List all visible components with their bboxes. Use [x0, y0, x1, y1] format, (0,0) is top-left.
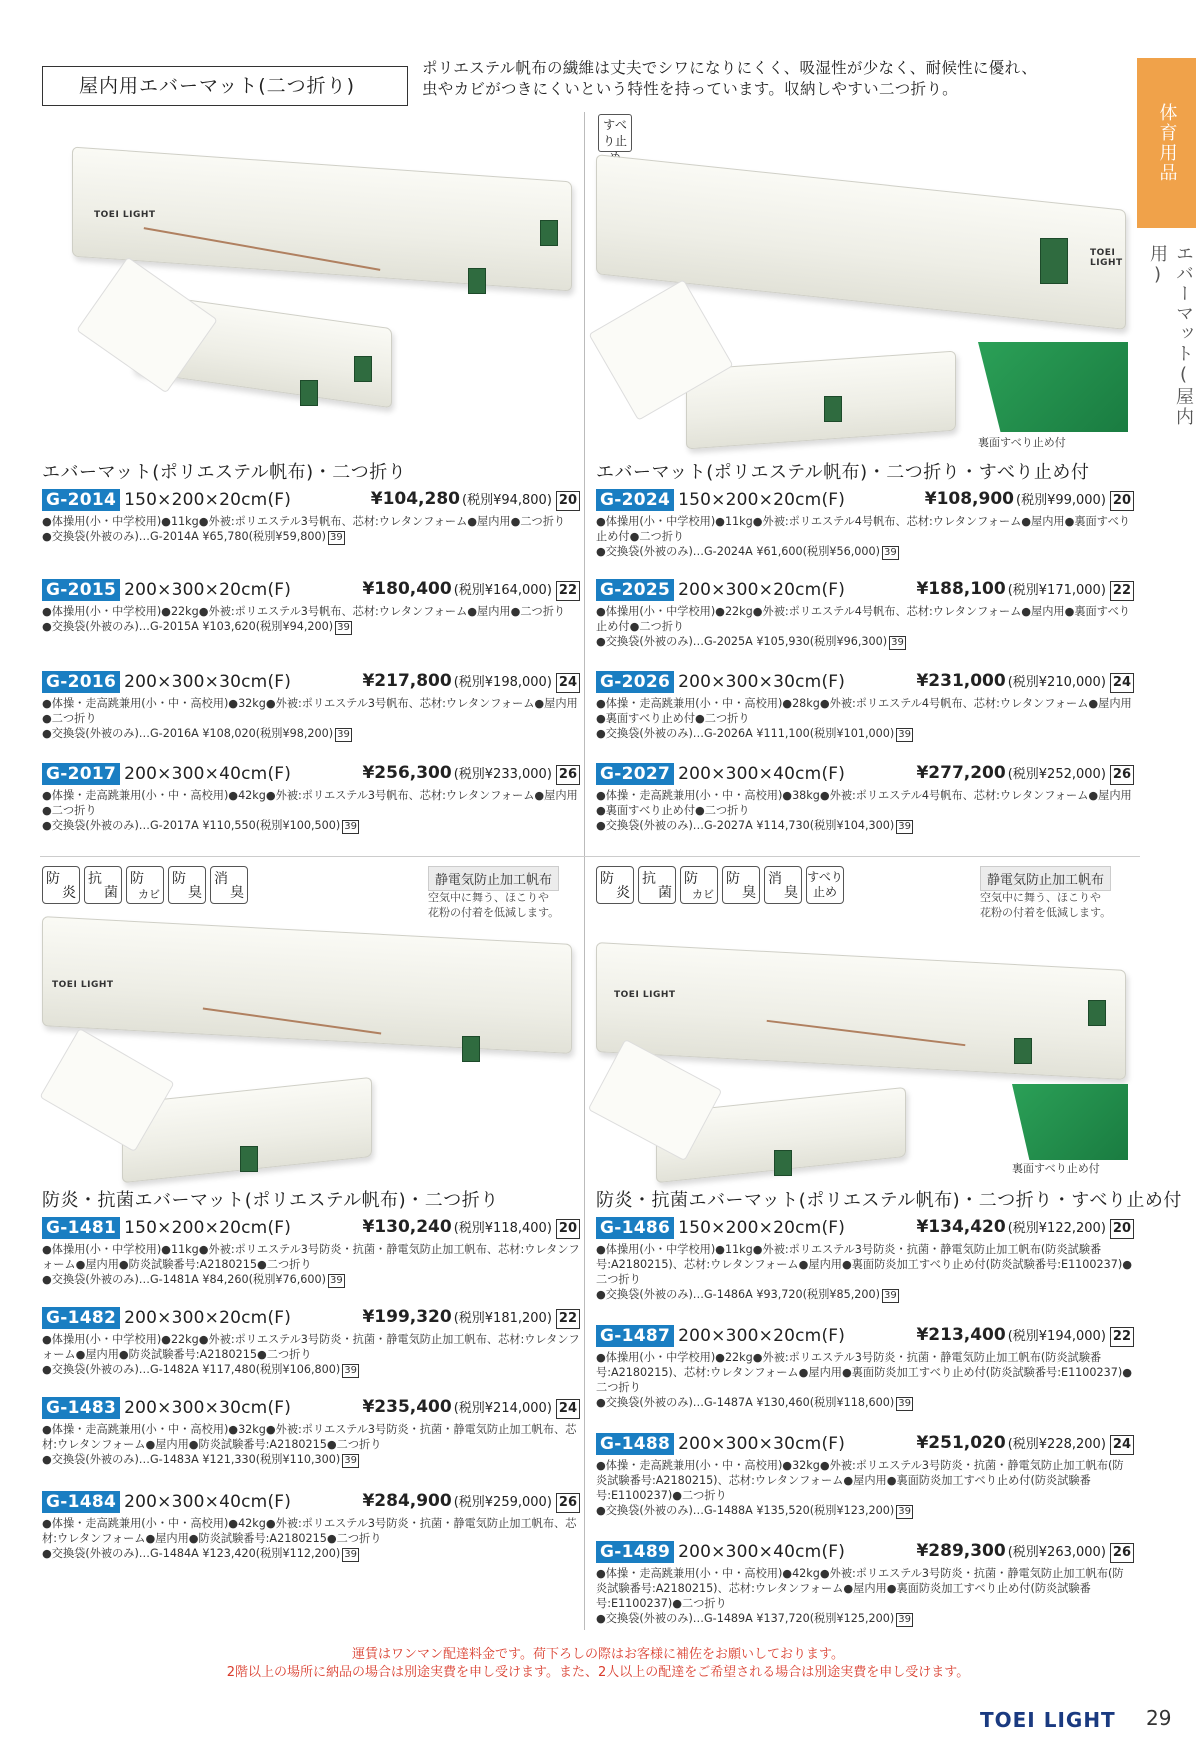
replacement-page-ref[interactable]: 39	[891, 637, 904, 648]
product-code: G-1489	[596, 1541, 674, 1563]
shipping-note-line-2: 2階以上の場所に納品の場合は別途実費を申し受けます。また、2人以上の配達をご希望される場合は別途実費を申し受けます。	[226, 1665, 970, 1680]
product-description: ●体操・走高跳兼用(小・中・高校用)●32kg●外被:ポリエステル3号帆布、芯材:ウレタンフォーム●屋内用●二つ折り	[42, 697, 578, 725]
replacement-text: ●交換袋(外被のみ)…G-2016A ¥108,020(税別¥98,200)	[42, 727, 334, 740]
product-description: ●体操用(小・中学校用)●22kg●外被:ポリエステル3号防炎・抗菌・静電気防止加工帆布(防炎試験番号:A2180215)、芯材:ウレタンフォーム●屋内用●裏面防炎加工すべり止め付(防炎試験番号:E1100237)●二つ折り	[596, 1351, 1133, 1394]
feature-icons	[42, 866, 248, 904]
replacement-cover	[596, 634, 1134, 650]
product-code: G-1482	[42, 1307, 120, 1329]
mat-logo: TOEI LIGHT	[94, 210, 156, 220]
product-code: G-1486	[596, 1217, 674, 1239]
product-size: 200×300×20cm(F)	[124, 580, 292, 600]
product-description: ●体操用(小・中学校用)●11kg●外被:ポリエステル3号防炎・抗菌・静電気防止加工帆布(防炎試験番号:A2180215)、芯材:ウレタンフォーム●屋内用●裏面防炎加工すべり止め付(防炎試験番号:E1100237)●二つ折り	[596, 1243, 1133, 1286]
replacement-page-ref[interactable]: 39	[898, 1506, 911, 1517]
product-code: G-2016	[42, 671, 120, 693]
mat-image	[42, 916, 572, 1054]
static-badge: 静電気防止加工帆布	[980, 866, 1111, 891]
mat-handle	[774, 1150, 792, 1176]
product-row-header	[42, 1396, 580, 1420]
product-row-header	[596, 1324, 1134, 1348]
product-image-mat	[596, 920, 1134, 1180]
feature-icon-1	[638, 866, 676, 904]
replacement-page-ref[interactable]: 39	[330, 1275, 343, 1286]
replacement-cover	[42, 1546, 580, 1562]
feature-icon-2	[126, 866, 164, 904]
product-description: ●体操・走高跳兼用(小・中・高校用)●38kg●外被:ポリエステル4号帆布、芯材:ウレタンフォーム●屋内用●裏面すべり止め付●二つ折り	[596, 789, 1132, 817]
page-number: 29	[1146, 1706, 1172, 1730]
slip-resistant-underside	[1012, 1084, 1128, 1160]
product-size: 200×300×30cm(F)	[124, 672, 292, 692]
brand-logo: TOEI LIGHT	[980, 1708, 1116, 1732]
page-ref[interactable]: 24	[1110, 673, 1134, 693]
price-tax: (税別¥252,000)	[1007, 767, 1106, 782]
mat-handle	[540, 220, 558, 246]
replacement-text: ●交換袋(外被のみ)…G-2014A ¥65,780(税別¥59,800)	[42, 530, 327, 543]
product-row	[42, 670, 580, 742]
product-description: ●体操用(小・中学校用)●11kg●外被:ポリエステル3号帆布、芯材:ウレタンフォーム●屋内用●二つ折り	[42, 515, 566, 528]
price-tax: (税別¥181,200)	[453, 1311, 552, 1326]
page-ref[interactable]: 26	[556, 765, 580, 785]
product-price	[916, 671, 1134, 693]
static-note	[980, 890, 1111, 920]
product-row	[42, 1216, 580, 1288]
replacement-text: ●交換袋(外被のみ)…G-1481A ¥84,260(税別¥76,600)	[42, 1273, 327, 1286]
price-tax: (税別¥122,200)	[1007, 1221, 1106, 1236]
product-row-header	[42, 670, 580, 694]
product-price	[362, 1397, 580, 1419]
mat-handle	[354, 356, 372, 382]
replacement-page-ref[interactable]: 39	[344, 1365, 357, 1376]
product-price	[362, 1491, 580, 1513]
mat-logo: TOEI LIGHT	[614, 990, 676, 1000]
product-row-header	[596, 762, 1134, 786]
product-row	[596, 1216, 1134, 1303]
replacement-text: ●交換袋(外被のみ)…G-1486A ¥93,720(税別¥85,200)	[596, 1288, 881, 1301]
static-note-line-2: 花粉の付着を低減します。	[980, 906, 1112, 919]
product-row-header	[42, 1306, 580, 1330]
price-tax: (税別¥99,000)	[1016, 493, 1106, 508]
product-description: ●体操用(小・中学校用)●22kg●外被:ポリエステル3号防炎・抗菌・静電気防止加工帆布、芯材:ウレタンフォーム●屋内用●防炎試験番号:A2180215●二つ折り	[42, 1333, 580, 1361]
price-value: ¥130,240	[362, 1217, 452, 1237]
mat-image	[596, 942, 1126, 1080]
replacement-text: ●交換袋(外被のみ)…G-1487A ¥130,460(税別¥118,600)	[596, 1396, 895, 1409]
replacement-page-ref[interactable]: 39	[884, 547, 897, 558]
product-row	[596, 1324, 1134, 1411]
feature-icon-char-a: 防	[684, 871, 698, 887]
price-value: ¥213,400	[916, 1325, 1006, 1345]
replacement-page-ref[interactable]: 39	[898, 729, 911, 740]
feature-icon-char-a: 抗	[88, 871, 102, 887]
mat-handle	[300, 380, 318, 406]
page-ref[interactable]: 26	[556, 1493, 580, 1513]
feature-icon-2	[680, 866, 718, 904]
mat-handle	[824, 396, 842, 422]
replacement-cover	[596, 818, 1134, 834]
page-ref[interactable]: 22	[556, 1309, 580, 1329]
product-description: ●体操・走高跳兼用(小・中・高校用)●42kg●外被:ポリエステル3号防炎・抗菌・静電気防止加工帆布、芯材:ウレタンフォーム●屋内用●防炎試験番号:A2180215●二つ折り	[42, 1517, 577, 1545]
static-badge: 静電気防止加工帆布	[428, 866, 559, 891]
product-description: ●体操・走高跳兼用(小・中・高校用)●32kg●外被:ポリエステル3号防炎・抗菌・静電気防止加工帆布、芯材:ウレタンフォーム●屋内用●防炎試験番号:A2180215●二つ折り	[42, 1423, 577, 1451]
static-note-line-1: 空気中に舞う、ほこりや	[980, 891, 1101, 904]
product-row-header	[596, 670, 1134, 694]
price-value: ¥256,300	[362, 763, 452, 783]
product-block-top-right	[596, 120, 1134, 460]
replacement-page-ref[interactable]: 39	[898, 821, 911, 832]
product-row-header	[596, 1432, 1134, 1456]
product-row	[596, 1432, 1134, 1519]
product-size: 150×200×20cm(F)	[124, 490, 292, 510]
product-block-top-left	[42, 120, 580, 460]
page-ref[interactable]: 26	[1110, 765, 1134, 785]
product-size: 200×300×40cm(F)	[124, 1492, 292, 1512]
replacement-page-ref[interactable]: 39	[344, 1549, 357, 1560]
feature-icon-char-b: 臭	[742, 885, 756, 901]
product-row-header	[42, 1216, 580, 1240]
slip-caption: 裏面すべり止め付	[978, 436, 1066, 449]
feature-icon-char-a: 防	[46, 871, 60, 887]
feature-icon-char-a: 防	[600, 871, 614, 887]
price-value: ¥188,100	[916, 579, 1006, 599]
price-tax: (税別¥210,000)	[1007, 675, 1106, 690]
product-row	[596, 578, 1134, 650]
price-value: ¥180,400	[362, 579, 452, 599]
slip-tag-label: すべり止	[602, 118, 627, 148]
replacement-cover	[596, 726, 1134, 742]
feature-icon-char-b: カビ	[692, 888, 714, 901]
product-row	[596, 762, 1134, 834]
product-image-mat	[42, 920, 580, 1180]
feature-icon-4	[210, 866, 248, 904]
replacement-cover	[596, 1503, 1134, 1519]
feature-icon-0	[596, 866, 634, 904]
product-row-header	[42, 1490, 580, 1514]
product-code: G-2025	[596, 579, 674, 601]
replacement-cover	[42, 1272, 580, 1288]
column-divider	[584, 112, 585, 1630]
price-tax: (税別¥171,000)	[1007, 583, 1106, 598]
mat-logo: TOEI LIGHT	[52, 980, 114, 990]
product-row-header	[42, 762, 580, 786]
product-description: ●体操用(小・中学校用)●22kg●外被:ポリエステル3号帆布、芯材:ウレタンフォーム●屋内用●二つ折り	[42, 605, 566, 618]
replacement-cover	[42, 619, 580, 635]
product-code: G-2017	[42, 763, 120, 785]
product-size: 200×300×20cm(F)	[678, 580, 846, 600]
feature-icon-char-b: 炎	[62, 885, 76, 901]
product-title: 防炎・抗菌エバーマット(ポリエステル帆布)・二つ折り	[42, 1190, 499, 1211]
intro-line-2: 虫やカビがつきにくいという特性を持っています。収納しやすい二つ折り。	[422, 80, 958, 98]
feature-icon-char-b: 菌	[104, 885, 118, 901]
replacement-cover	[596, 1395, 1134, 1411]
product-price	[362, 671, 580, 693]
replacement-page-ref[interactable]: 39	[898, 1614, 911, 1625]
product-description: ●体操・走高跳兼用(小・中・高校用)●42kg●外被:ポリエステル3号防炎・抗菌・静電気防止加工帆布(防炎試験番号:A2180215)、芯材:ウレタンフォーム●屋内用●裏面防炎加工すべり止め付(防炎試験番号:E1100237)●二つ折り	[596, 1567, 1124, 1610]
product-row	[42, 578, 580, 635]
product-size: 200×300×40cm(F)	[678, 764, 846, 784]
product-size: 150×200×20cm(F)	[124, 1218, 292, 1238]
page-ref[interactable]: 20	[556, 1219, 580, 1239]
mat-handle	[462, 1036, 480, 1062]
page-ref[interactable]: 20	[556, 491, 580, 511]
product-size: 200×300×20cm(F)	[124, 1308, 292, 1328]
replacement-cover	[596, 1287, 1134, 1303]
mat-handle	[1088, 1000, 1106, 1026]
product-size: 200×300×40cm(F)	[124, 764, 292, 784]
replacement-page-ref[interactable]: 39	[344, 821, 357, 832]
product-size: 200×300×30cm(F)	[678, 1434, 846, 1454]
replacement-cover	[42, 726, 580, 742]
price-tax: (税別¥194,000)	[1007, 1329, 1106, 1344]
product-row	[42, 1490, 580, 1562]
feature-icon-char-b: 臭	[784, 885, 798, 901]
subcategory-tab[interactable]: エバーマット(屋内用)	[1147, 244, 1194, 427]
product-price	[371, 489, 580, 511]
replacement-text: ●交換袋(外被のみ)…G-1483A ¥121,330(税別¥110,300)	[42, 1453, 341, 1466]
replacement-text: ●交換袋(外被のみ)…G-2017A ¥110,550(税別¥100,500)	[42, 819, 341, 832]
product-price	[362, 1217, 580, 1239]
replacement-page-ref[interactable]: 39	[337, 622, 350, 633]
feature-icon-0	[42, 866, 80, 904]
section-divider	[40, 856, 1140, 857]
product-block-bottom-right	[596, 920, 1134, 1180]
mat-handle	[468, 268, 486, 294]
slip-feature-icon: すべり止め	[806, 866, 844, 904]
price-value: ¥104,280	[370, 489, 460, 509]
page-ref[interactable]: 22	[556, 581, 580, 601]
product-row-header	[596, 1540, 1134, 1564]
feature-icon-char-a: 防	[130, 871, 144, 887]
shipping-note	[0, 1646, 1196, 1682]
product-row-header	[42, 488, 580, 512]
page-ref[interactable]: 20	[1110, 491, 1134, 511]
price-value: ¥108,900	[924, 489, 1014, 509]
product-row-header	[596, 578, 1134, 602]
product-size: 200×300×20cm(F)	[678, 1326, 846, 1346]
feature-icon-1	[84, 866, 122, 904]
mat-handle	[240, 1146, 258, 1172]
feature-icon-4	[764, 866, 802, 904]
price-tax: (税別¥263,000)	[1007, 1545, 1106, 1560]
replacement-text: ●交換袋(外被のみ)…G-2025A ¥105,930(税別¥96,300)	[596, 635, 888, 648]
price-tax: (税別¥233,000)	[453, 767, 552, 782]
feature-icon-char-b: 臭	[230, 885, 244, 901]
product-price	[916, 1217, 1134, 1239]
product-row	[42, 1396, 580, 1468]
page-ref[interactable]: 24	[556, 673, 580, 693]
product-code: G-2027	[596, 763, 674, 785]
replacement-text: ●交換袋(外被のみ)…G-2024A ¥61,600(税別¥56,000)	[596, 545, 881, 558]
feature-icon-char-b: 炎	[616, 885, 630, 901]
product-row-header	[596, 1216, 1134, 1240]
product-row	[42, 488, 580, 545]
page-ref[interactable]: 24	[556, 1399, 580, 1419]
price-value: ¥251,020	[916, 1433, 1006, 1453]
feature-icon-3	[168, 866, 206, 904]
product-price	[916, 1433, 1134, 1455]
intro-line-1: ポリエステル帆布の繊維は丈夫でシワになりにくく、吸湿性が少なく、耐候性に優れ、	[422, 59, 1038, 77]
feature-icon-char-a: 抗	[642, 871, 656, 887]
price-value: ¥134,420	[916, 1217, 1006, 1237]
product-code: G-2015	[42, 579, 120, 601]
price-value: ¥284,900	[362, 1491, 452, 1511]
price-value: ¥231,000	[916, 671, 1006, 691]
replacement-page-ref[interactable]: 39	[898, 1398, 911, 1409]
product-price	[362, 579, 580, 601]
static-note-line-2: 花粉の付着を低減します。	[428, 906, 560, 919]
replacement-cover	[596, 544, 1134, 560]
intro-text	[422, 58, 1112, 100]
product-description: ●体操用(小・中学校用)●11kg●外被:ポリエステル3号防炎・抗菌・静電気防止加工帆布、芯材:ウレタンフォーム●屋内用●防炎試験番号:A2180215●二つ折り	[42, 1243, 580, 1271]
product-row-header	[42, 578, 580, 602]
product-size: 200×300×30cm(F)	[124, 1398, 292, 1418]
product-title: 防炎・抗菌エバーマット(ポリエステル帆布)・二つ折り・すべり止め付	[596, 1190, 1182, 1211]
product-row	[42, 1306, 580, 1378]
feature-icon-char-b: 臭	[188, 885, 202, 901]
product-title: エバーマット(ポリエステル帆布)・二つ折り・すべり止め付	[596, 462, 1090, 483]
product-block-bottom-left	[42, 920, 580, 1180]
replacement-page-ref[interactable]: 39	[884, 1290, 897, 1301]
product-code: G-1488	[596, 1433, 674, 1455]
product-image-mat	[42, 120, 580, 460]
slip-resistant-underside	[978, 342, 1128, 432]
replacement-cover	[596, 1611, 1134, 1627]
replacement-text: ●交換袋(外被のみ)…G-1489A ¥137,720(税別¥125,200)	[596, 1612, 895, 1625]
product-size: 150×200×20cm(F)	[678, 1218, 846, 1238]
product-code: G-1487	[596, 1325, 674, 1347]
product-row	[596, 488, 1134, 560]
page-ref[interactable]: 22	[1110, 1327, 1134, 1347]
page-ref[interactable]: 26	[1110, 1543, 1134, 1563]
replacement-text: ●交換袋(外被のみ)…G-1482A ¥117,480(税別¥106,800)	[42, 1363, 341, 1376]
replacement-text: ●交換袋(外被のみ)…G-1484A ¥123,420(税別¥112,200)	[42, 1547, 341, 1560]
product-code: G-1483	[42, 1397, 120, 1419]
product-price	[916, 1325, 1134, 1347]
product-row	[42, 762, 580, 834]
product-size: 200×300×40cm(F)	[678, 1542, 846, 1562]
feature-icon-char-a: 防	[726, 871, 740, 887]
feature-icon-char-b: カビ	[138, 888, 160, 901]
product-code: G-1481	[42, 1217, 120, 1239]
price-value: ¥289,300	[916, 1541, 1006, 1561]
product-size: 150×200×20cm(F)	[678, 490, 846, 510]
product-code: G-2014	[42, 489, 120, 511]
price-value: ¥217,800	[362, 671, 452, 691]
price-value: ¥235,400	[362, 1397, 452, 1417]
feature-icons	[596, 866, 844, 904]
replacement-cover	[42, 818, 580, 834]
price-tax: (税別¥164,000)	[453, 583, 552, 598]
price-tax: (税別¥259,000)	[453, 1495, 552, 1510]
product-code: G-2026	[596, 671, 674, 693]
page-ref[interactable]: 22	[1110, 581, 1134, 601]
feature-icon-char-a: 防	[172, 871, 186, 887]
product-code: G-1484	[42, 1491, 120, 1513]
product-code: G-2024	[596, 489, 674, 511]
replacement-text: ●交換袋(外被のみ)…G-1488A ¥135,520(税別¥123,200)	[596, 1504, 895, 1517]
replacement-page-ref[interactable]: 39	[337, 729, 350, 740]
product-description: ●体操・走高跳兼用(小・中・高校用)●28kg●外被:ポリエステル4号帆布、芯材:ウレタンフォーム●屋内用●裏面すべり止め付●二つ折り	[596, 697, 1132, 725]
replacement-text: ●交換袋(外被のみ)…G-2015A ¥103,620(税別¥94,200)	[42, 620, 334, 633]
feature-icon-3	[722, 866, 760, 904]
replacement-cover	[42, 1452, 580, 1468]
product-price	[925, 489, 1134, 511]
product-price	[362, 763, 580, 785]
price-tax: (税別¥228,200)	[1007, 1437, 1106, 1452]
product-description: ●体操・走高跳兼用(小・中・高校用)●32kg●外被:ポリエステル3号防炎・抗菌・静電気防止加工帆布(防炎試験番号:A2180215)、芯材:ウレタンフォーム●屋内用●裏面防炎加工すべり止め付(防炎試験番号:E1100237)●二つ折り	[596, 1459, 1124, 1502]
shipping-note-line-1: 運賃はワンマン配達料金です。荷下ろしの際はお客様に補佐をお願いしております。	[352, 1647, 844, 1662]
mat-logo: TOEI LIGHT	[1090, 248, 1123, 268]
price-tax: (税別¥198,000)	[453, 675, 552, 690]
price-value: ¥199,320	[362, 1307, 452, 1327]
product-description: ●体操・走高跳兼用(小・中・高校用)●42kg●外被:ポリエステル3号帆布、芯材:ウレタンフォーム●屋内用●二つ折り	[42, 789, 578, 817]
price-tax: (税別¥118,400)	[453, 1221, 552, 1236]
replacement-page-ref[interactable]: 39	[330, 532, 343, 543]
replacement-cover	[42, 529, 580, 545]
product-price	[916, 763, 1134, 785]
replacement-text: ●交換袋(外被のみ)…G-2026A ¥111,100(税別¥101,000)	[596, 727, 895, 740]
product-description: ●体操用(小・中学校用)●11kg●外被:ポリエステル4号帆布、芯材:ウレタンフォーム●屋内用●裏面すべり止め付●二つ折り	[596, 515, 1131, 543]
category-tab[interactable]: 体育用品	[1137, 58, 1196, 228]
feature-icon-char-a: 消	[768, 871, 782, 887]
product-price	[362, 1307, 580, 1329]
product-image-mat	[596, 120, 1134, 460]
static-note-line-1: 空気中に舞う、ほこりや	[428, 891, 549, 904]
product-description: ●体操用(小・中学校用)●22kg●外被:ポリエステル4号帆布、芯材:ウレタンフォーム●屋内用●裏面すべり止め付●二つ折り	[596, 605, 1131, 633]
product-row	[596, 670, 1134, 742]
page-ref[interactable]: 20	[1110, 1219, 1134, 1239]
product-title: エバーマット(ポリエステル帆布)・二つ折り	[42, 462, 407, 483]
replacement-cover	[42, 1362, 580, 1378]
replacement-text: ●交換袋(外被のみ)…G-2027A ¥114,730(税別¥104,300)	[596, 819, 895, 832]
static-note	[428, 890, 559, 920]
product-price	[916, 579, 1134, 601]
feature-icon-char-b: 菌	[658, 885, 672, 901]
price-tax: (税別¥94,800)	[462, 493, 552, 508]
replacement-page-ref[interactable]: 39	[344, 1455, 357, 1466]
product-size: 200×300×30cm(F)	[678, 672, 846, 692]
price-tax: (税別¥214,000)	[453, 1401, 552, 1416]
section-title: 屋内用エバーマット(二つ折り)	[42, 66, 408, 106]
product-row-header	[596, 488, 1134, 512]
price-value: ¥277,200	[916, 763, 1006, 783]
product-row	[596, 1540, 1134, 1627]
mat-handle	[1014, 1038, 1032, 1064]
feature-icon-char-a: 消	[214, 871, 228, 887]
page-ref[interactable]: 24	[1110, 1435, 1134, 1455]
slip-caption: 裏面すべり止め付	[1012, 1162, 1100, 1175]
mat-handle	[1040, 238, 1068, 284]
product-price	[916, 1541, 1134, 1563]
